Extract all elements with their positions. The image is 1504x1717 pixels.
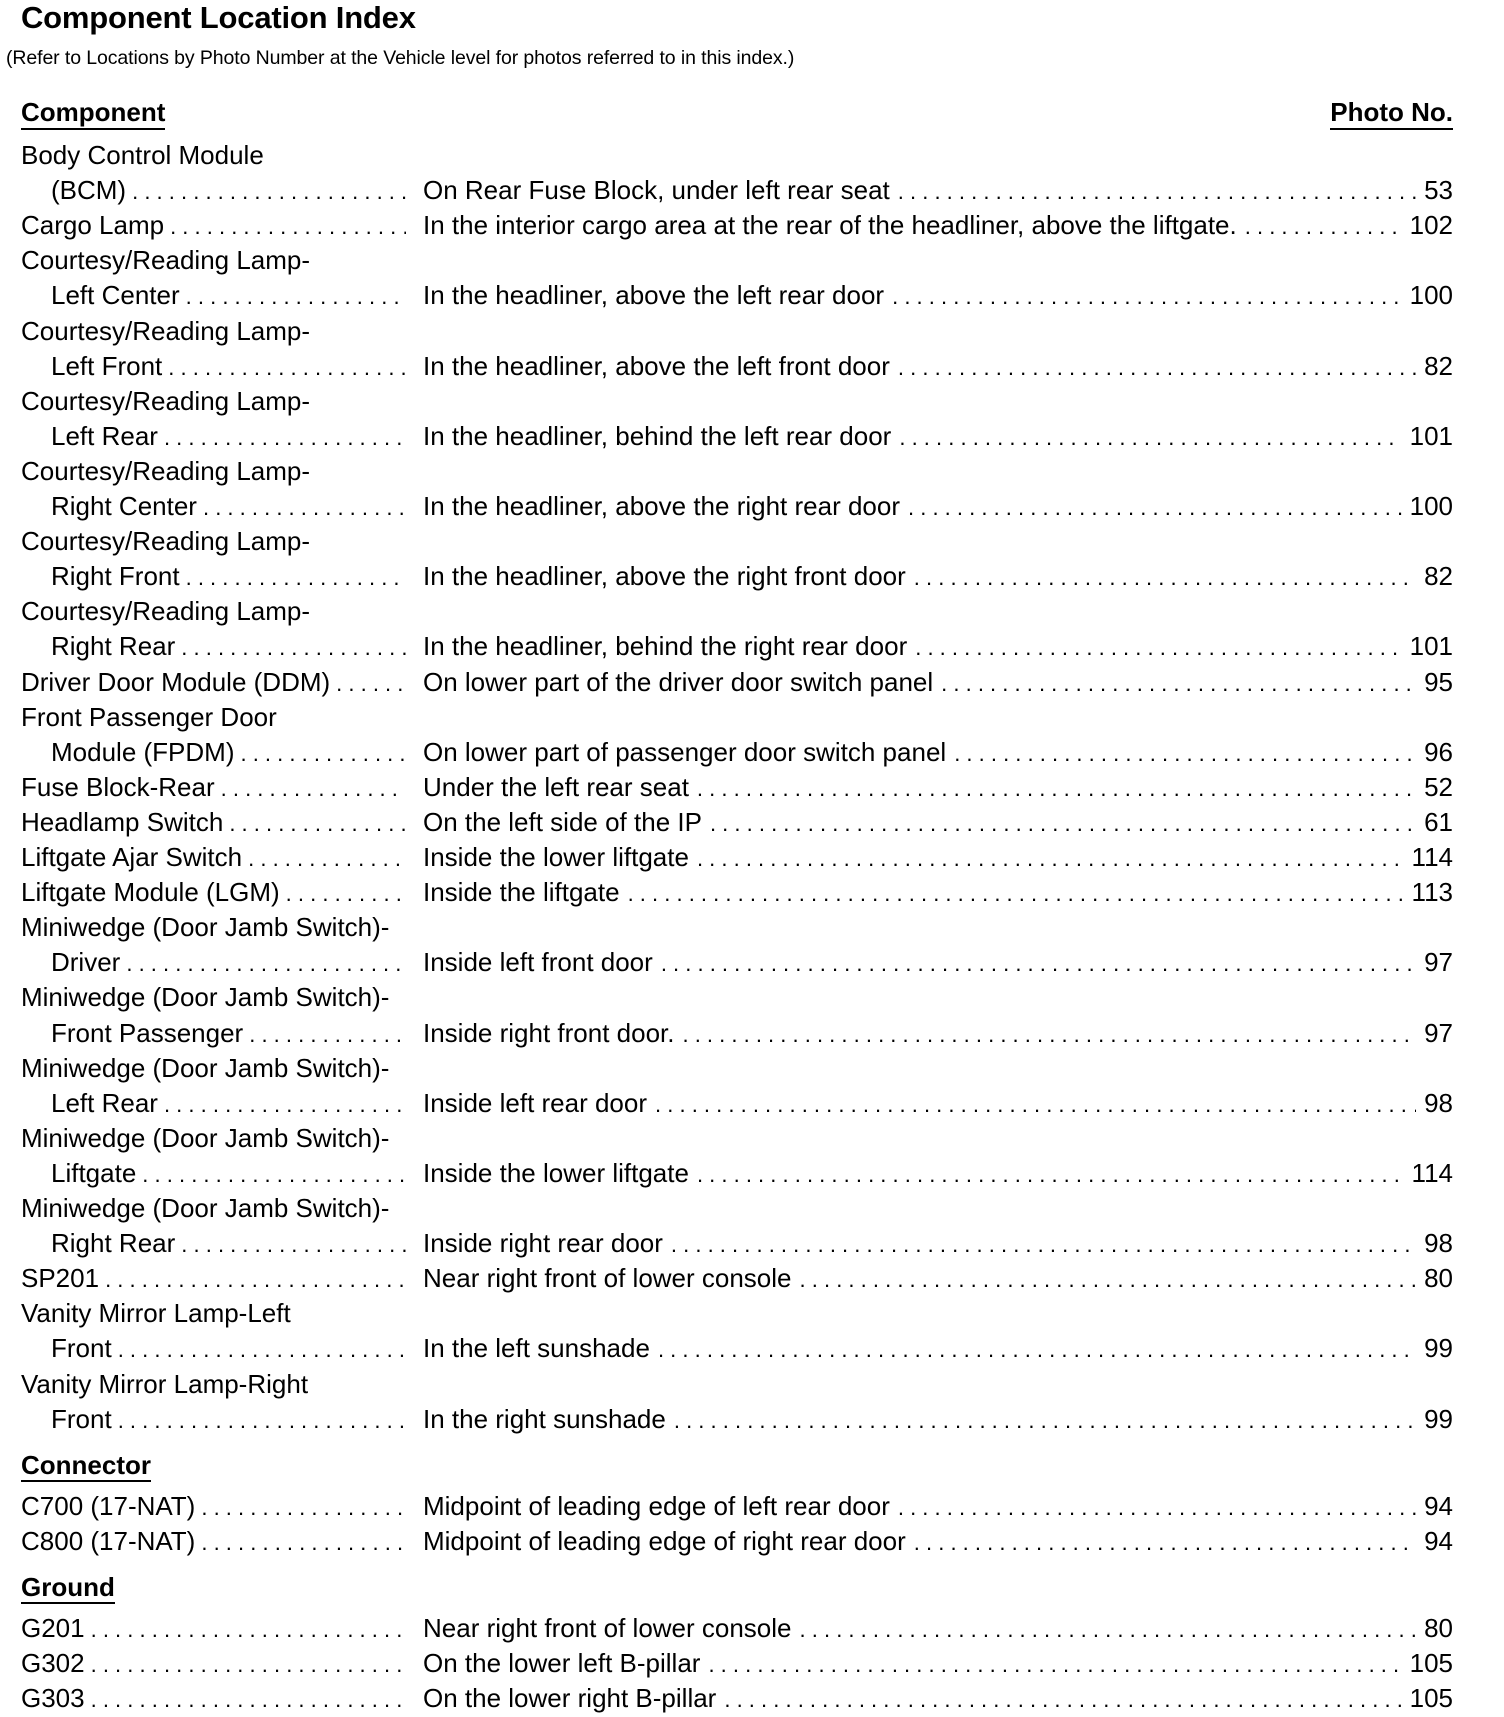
location-cell — [423, 840, 1453, 876]
component-cell — [21, 1681, 406, 1717]
component-name: Courtesy/Reading Lamp- — [21, 526, 311, 557]
dot-leader — [915, 630, 1401, 665]
location-cell — [423, 1489, 1453, 1525]
dot-leader — [658, 1332, 1416, 1367]
dot-leader — [800, 1262, 1417, 1297]
dot-leader — [628, 876, 1404, 911]
dot-leader — [181, 630, 406, 665]
location-cell — [423, 1524, 1453, 1560]
photo-number: 98 — [1424, 1087, 1453, 1118]
component-name: G302 — [21, 1648, 85, 1679]
section-heading: Ground — [21, 1572, 115, 1602]
dot-leader — [336, 666, 406, 701]
component-cell — [21, 665, 406, 701]
component-cell — [51, 1016, 406, 1052]
component-name: Courtesy/Reading Lamp- — [21, 596, 311, 627]
table-row — [0, 1524, 1504, 1559]
component-cell — [21, 1611, 406, 1647]
dot-leader — [898, 174, 1416, 209]
dot-leader — [203, 490, 406, 525]
component-name-line — [0, 138, 1504, 173]
photo-number: 113 — [1411, 877, 1453, 908]
dot-leader — [201, 1490, 406, 1525]
photo-number: 98 — [1424, 1228, 1453, 1259]
component-name: Courtesy/Reading Lamp- — [21, 455, 311, 486]
location-cell — [423, 349, 1453, 385]
dot-leader — [181, 1227, 406, 1262]
dot-leader — [655, 1087, 1416, 1122]
photo-number: 95 — [1424, 666, 1453, 697]
dot-leader — [674, 1403, 1416, 1438]
photo-number: 80 — [1424, 1613, 1453, 1644]
location-cell — [423, 1646, 1453, 1682]
location-cell — [423, 665, 1453, 701]
table-row — [0, 1331, 1504, 1366]
dot-leader — [710, 806, 1416, 841]
table-row — [0, 1016, 1504, 1051]
component-name: Driver Door Module (DDM) — [21, 666, 331, 697]
dot-leader — [954, 736, 1416, 771]
component-name: Fuse Block-Rear — [21, 771, 215, 802]
component-name: Cargo Lamp — [21, 210, 165, 241]
dot-leader — [170, 209, 406, 244]
dot-leader — [661, 946, 1416, 981]
table-row — [0, 735, 1504, 770]
location-text: In the interior cargo area at the rear of the headliner, above the liftgate. — [423, 210, 1237, 241]
component-cell — [51, 173, 406, 209]
location-cell — [423, 489, 1453, 525]
location-text: In the headliner, above the right front door — [423, 561, 906, 592]
location-text: Inside the liftgate — [423, 877, 620, 908]
table-row — [0, 559, 1504, 594]
photo-number: 105 — [1409, 1648, 1453, 1679]
component-name: C700 (17-NAT) — [21, 1490, 196, 1521]
table-row — [0, 1489, 1504, 1524]
dot-leader — [697, 841, 1404, 876]
component-name: Miniwedge (Door Jamb Switch)- — [21, 912, 390, 943]
location-cell — [423, 735, 1453, 771]
location-text: In the headliner, above the left front door — [423, 350, 890, 381]
component-name: Vanity Mirror Lamp-Right — [21, 1368, 309, 1399]
component-name: Miniwedge (Door Jamb Switch)- — [21, 1193, 390, 1223]
component-name: G303 — [21, 1683, 85, 1714]
location-text: In the left sunshade — [423, 1333, 650, 1364]
location-text: In the headliner, behind the right rear door — [423, 631, 908, 662]
location-cell — [423, 1016, 1453, 1052]
dot-leader — [248, 841, 406, 876]
component-cell — [21, 1261, 406, 1297]
dot-leader — [240, 736, 406, 771]
dot-leader — [91, 1647, 406, 1682]
photo-number: 99 — [1424, 1403, 1453, 1434]
component-cell — [51, 349, 406, 385]
component-name-line — [0, 910, 1504, 945]
table-row — [0, 1646, 1504, 1681]
table-row — [0, 875, 1504, 910]
photo-number: 94 — [1424, 1490, 1453, 1521]
component-name: Courtesy/Reading Lamp- — [21, 245, 311, 276]
location-text: Inside left front door — [423, 947, 653, 978]
dot-leader — [697, 1157, 1404, 1192]
location-cell — [423, 419, 1453, 455]
component-name: Liftgate Module (LGM) — [21, 877, 280, 908]
component-name-line — [0, 1191, 1504, 1226]
location-cell — [423, 173, 1453, 209]
location-text: On Rear Fuse Block, under left rear seat — [423, 175, 890, 206]
component-cell — [51, 1331, 406, 1367]
location-text: On the lower right B-pillar — [423, 1683, 717, 1714]
component-name: Left Rear — [51, 1087, 158, 1118]
photo-number: 94 — [1424, 1525, 1453, 1556]
dot-leader — [91, 1612, 406, 1647]
table-row — [0, 278, 1504, 313]
dot-leader — [168, 350, 406, 385]
location-text: In the right sunshade — [423, 1403, 666, 1434]
dot-leader — [682, 1017, 1416, 1052]
component-name: SP201 — [21, 1263, 100, 1294]
location-cell — [423, 1681, 1453, 1717]
location-cell — [423, 1261, 1453, 1297]
component-name: Left Rear — [51, 420, 158, 451]
photo-number: 100 — [1409, 491, 1453, 521]
location-cell — [423, 1402, 1453, 1438]
location-text: Under the left rear seat — [423, 771, 689, 802]
location-text: On lower part of passenger door switch panel — [423, 736, 947, 767]
component-cell — [21, 840, 406, 876]
component-name-line — [0, 700, 1504, 735]
component-name-line — [0, 384, 1504, 419]
dot-leader — [898, 350, 1416, 385]
dot-leader — [164, 420, 406, 455]
photo-number: 99 — [1424, 1333, 1453, 1364]
component-cell — [21, 208, 406, 244]
location-cell — [423, 1331, 1453, 1367]
dot-leader — [1245, 209, 1402, 244]
component-name-line — [0, 1051, 1504, 1086]
component-name: Courtesy/Reading Lamp- — [21, 315, 311, 346]
photo-number: 97 — [1424, 1017, 1453, 1048]
photo-number: 101 — [1409, 420, 1453, 451]
component-name-line — [0, 1121, 1504, 1156]
dot-leader — [899, 420, 1401, 455]
table-row — [0, 208, 1504, 243]
location-cell — [423, 945, 1453, 981]
component-name: Vanity Mirror Lamp-Left — [21, 1298, 291, 1329]
dot-leader — [118, 1332, 406, 1367]
location-text: Inside left rear door — [423, 1087, 648, 1118]
component-cell — [21, 805, 406, 841]
table-row — [0, 1681, 1504, 1716]
table-row — [0, 1402, 1504, 1437]
photo-number: 82 — [1424, 561, 1453, 592]
component-cell — [51, 735, 406, 771]
dot-leader — [201, 1525, 406, 1560]
component-name: Liftgate — [51, 1157, 137, 1188]
component-name: Front Passenger — [51, 1017, 244, 1048]
table-row — [0, 770, 1504, 805]
location-text: On the lower left B-pillar — [423, 1648, 701, 1679]
component-cell — [21, 1489, 406, 1525]
photo-number: 97 — [1424, 947, 1453, 978]
component-name: Module (FPDM) — [51, 736, 235, 767]
dot-leader — [892, 279, 1402, 314]
component-cell — [21, 1524, 406, 1560]
component-name: Miniwedge (Door Jamb Switch)- — [21, 1052, 390, 1083]
location-cell — [423, 770, 1453, 806]
component-cell — [51, 1226, 406, 1262]
table-row — [0, 489, 1504, 524]
photo-number: 80 — [1424, 1263, 1453, 1294]
table-row — [0, 629, 1504, 664]
component-name: Miniwedge (Door Jamb Switch)- — [21, 982, 390, 1013]
dot-leader — [914, 1525, 1416, 1560]
dot-leader — [908, 490, 1402, 525]
table-row — [0, 1086, 1504, 1121]
dot-leader — [898, 1490, 1416, 1525]
component-cell — [21, 770, 406, 806]
location-cell — [423, 1611, 1453, 1647]
photo-number: 101 — [1409, 631, 1453, 662]
component-name: Front — [51, 1403, 112, 1434]
dot-leader — [164, 1087, 406, 1122]
component-name-line — [0, 594, 1504, 629]
component-name: Right Center — [51, 491, 197, 521]
photo-number: 100 — [1409, 280, 1453, 311]
dot-leader — [126, 946, 406, 981]
table-row — [0, 840, 1504, 875]
component-cell — [51, 559, 406, 595]
photo-number: 105 — [1409, 1683, 1453, 1714]
component-name: Front Passenger Door — [21, 701, 277, 732]
location-text: In the headliner, behind the left rear door — [423, 420, 892, 451]
location-cell — [423, 629, 1453, 665]
dot-leader — [249, 1017, 406, 1052]
dot-leader — [118, 1403, 406, 1438]
component-name: Right Front — [51, 561, 180, 592]
photo-number: 61 — [1424, 806, 1453, 837]
component-name-line — [0, 1296, 1504, 1331]
component-name: Courtesy/Reading Lamp- — [21, 385, 311, 416]
photo-number: 114 — [1411, 1157, 1453, 1188]
dot-leader — [221, 771, 406, 806]
dot-leader — [697, 771, 1416, 806]
dot-leader — [914, 560, 1416, 595]
dot-leader — [186, 279, 406, 314]
table-row — [0, 1226, 1504, 1261]
table-row — [0, 1156, 1504, 1191]
location-text: Midpoint of leading edge of right rear door — [423, 1525, 906, 1556]
location-cell — [423, 278, 1453, 314]
photo-number: 82 — [1424, 350, 1453, 381]
page-subtitle: (Refer to Locations by Photo Number at the Vehicle level for photos referred to in this index.) — [6, 47, 795, 69]
component-name: Miniwedge (Door Jamb Switch)- — [21, 1122, 390, 1153]
location-text: Inside right front door. — [423, 1017, 675, 1048]
table-row — [0, 805, 1504, 840]
dot-leader — [132, 174, 406, 209]
table-row — [0, 173, 1504, 208]
dot-leader — [142, 1157, 406, 1192]
location-text: Near right front of lower console — [423, 1613, 792, 1644]
component-cell — [21, 1646, 406, 1682]
dot-leader — [800, 1612, 1417, 1647]
component-name-line — [0, 980, 1504, 1015]
photo-number: 102 — [1409, 210, 1453, 241]
component-name: Liftgate Ajar Switch — [21, 842, 243, 872]
photo-number: 114 — [1411, 842, 1453, 872]
location-text: In the headliner, above the left rear door — [423, 280, 885, 311]
location-text: Inside right rear door — [423, 1228, 663, 1259]
component-name: Driver — [51, 947, 121, 978]
location-text: On the left side of the IP — [423, 806, 702, 837]
component-cell — [51, 489, 406, 525]
dot-leader — [229, 806, 406, 841]
location-cell — [423, 1156, 1453, 1192]
photo-number: 96 — [1424, 736, 1453, 767]
component-name-line — [0, 524, 1504, 559]
component-name-line — [0, 1367, 1504, 1402]
component-name: C800 (17-NAT) — [21, 1525, 196, 1556]
location-cell — [423, 805, 1453, 841]
location-cell — [423, 1226, 1453, 1262]
component-cell — [51, 1156, 406, 1192]
dot-leader — [105, 1262, 406, 1297]
dot-leader — [671, 1227, 1416, 1262]
table-row — [0, 349, 1504, 384]
component-cell — [51, 1402, 406, 1438]
component-cell — [51, 629, 406, 665]
location-cell — [423, 875, 1453, 911]
component-name: (BCM) — [51, 175, 127, 206]
component-name: Front — [51, 1333, 112, 1364]
location-cell — [423, 208, 1453, 244]
location-text: On lower part of the driver door switch panel — [423, 666, 934, 697]
section-heading: Connector — [21, 1449, 151, 1480]
dot-leader — [941, 666, 1416, 701]
location-text: Near right front of lower console — [423, 1263, 792, 1294]
page-title: Component Location Index — [21, 0, 416, 35]
location-text: Inside the lower liftgate — [423, 842, 689, 872]
table-row — [0, 1611, 1504, 1646]
component-name: Right Rear — [51, 1228, 176, 1259]
component-cell — [21, 875, 406, 911]
component-name-line — [0, 314, 1504, 349]
location-text: In the headliner, above the right rear door — [423, 491, 900, 521]
component-cell — [51, 1086, 406, 1122]
component-cell — [51, 278, 406, 314]
component-name: G201 — [21, 1613, 85, 1644]
photo-number: 53 — [1424, 175, 1453, 206]
dot-leader — [186, 560, 406, 595]
location-cell — [423, 559, 1453, 595]
location-text: Inside the lower liftgate — [423, 1157, 689, 1188]
component-name: Right Rear — [51, 631, 176, 662]
dot-leader — [708, 1647, 1401, 1682]
table-row — [0, 945, 1504, 980]
table-row — [0, 419, 1504, 454]
component-cell — [51, 419, 406, 455]
component-column-header: Component — [21, 97, 165, 130]
component-name: Left Center — [51, 280, 180, 311]
component-name-line — [0, 243, 1504, 278]
table-row — [0, 1261, 1504, 1296]
table-row — [0, 665, 1504, 700]
dot-leader — [286, 876, 406, 911]
location-text: Midpoint of leading edge of left rear door — [423, 1490, 890, 1521]
component-name: Left Front — [51, 350, 163, 381]
component-name: Headlamp Switch — [21, 806, 224, 837]
component-cell — [51, 945, 406, 981]
component-name: Body Control Module — [21, 140, 264, 170]
photo-number-column-header: Photo No. — [1330, 97, 1453, 130]
location-cell — [423, 1086, 1453, 1122]
component-name-line — [0, 454, 1504, 489]
photo-number: 52 — [1424, 771, 1453, 802]
